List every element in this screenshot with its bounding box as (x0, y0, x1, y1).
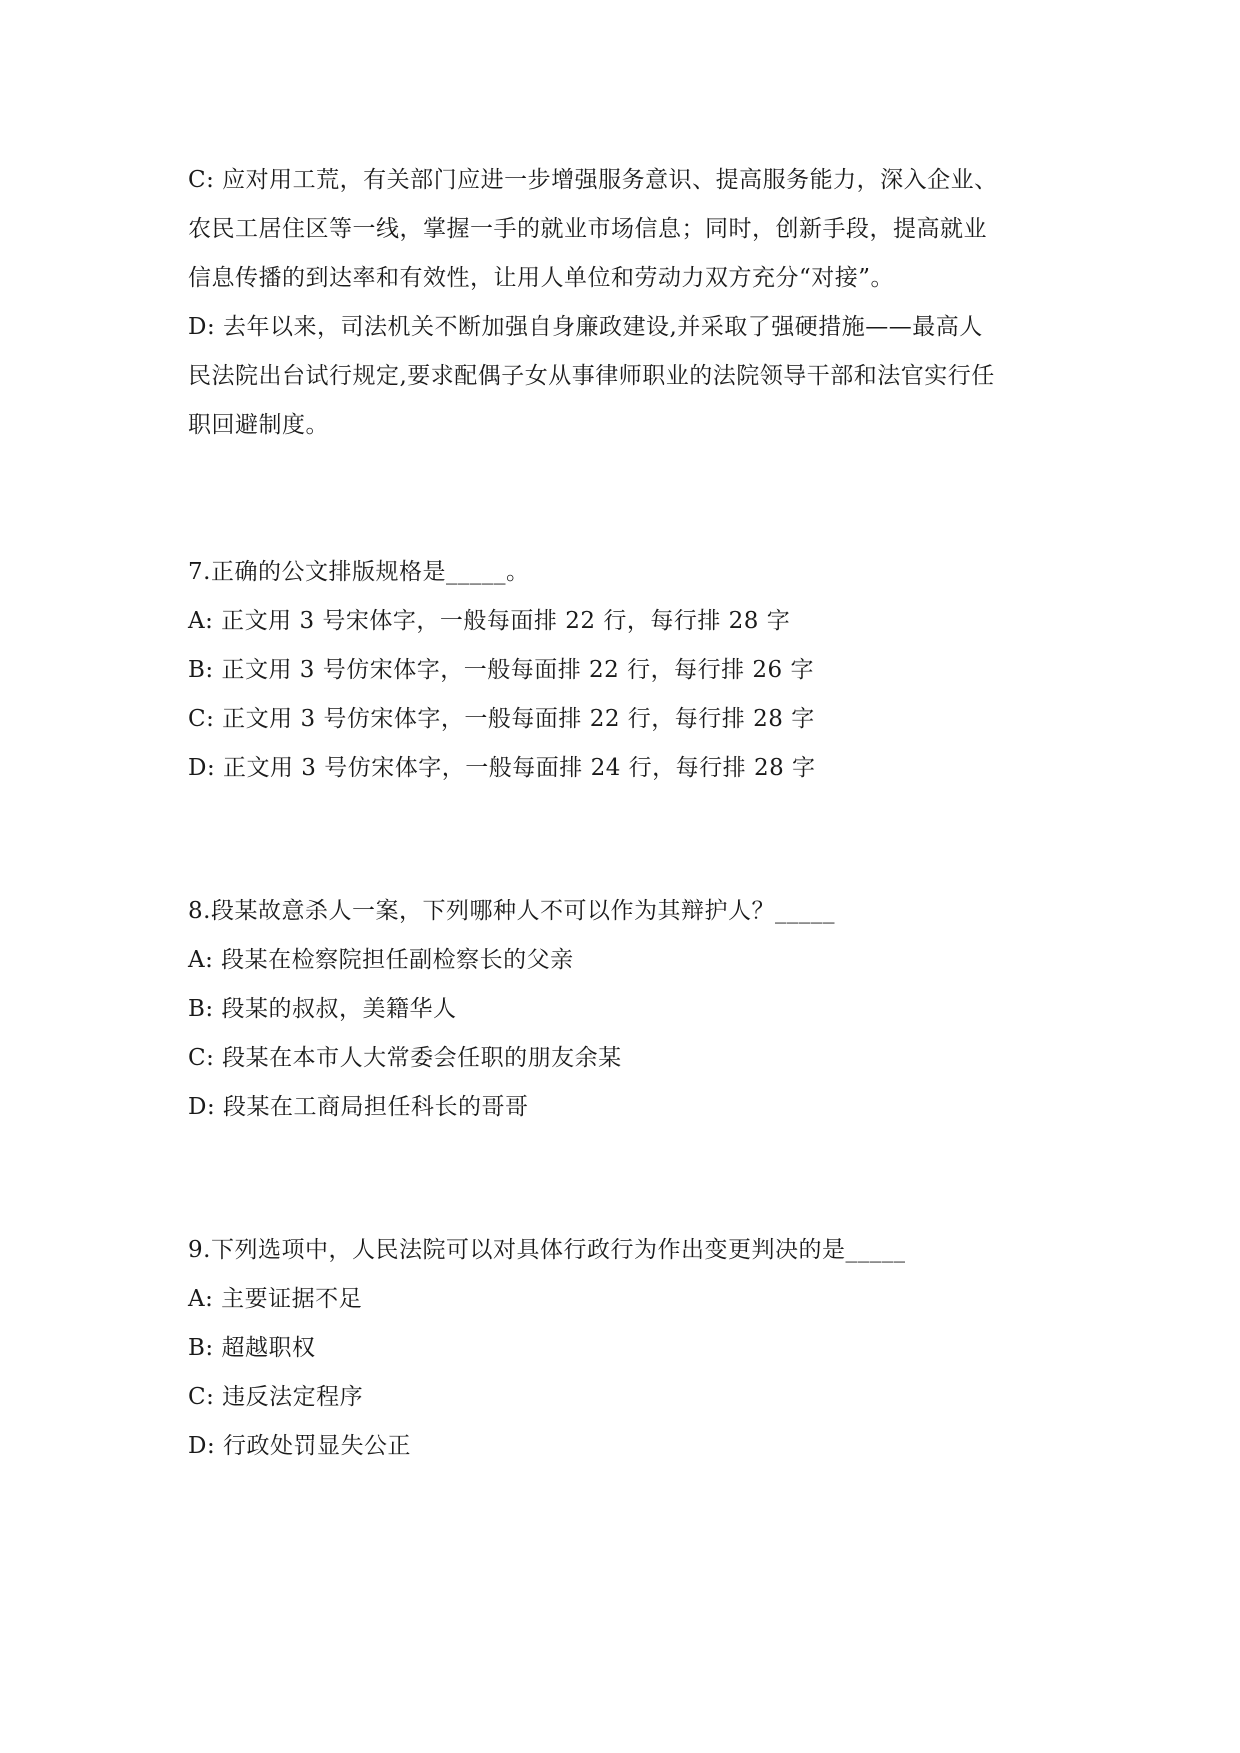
option-b: B: 段某的叔叔，美籍华人 (188, 996, 457, 1022)
question-stem: 8.段某故意杀人一案，下列哪种人不可以作为其辩护人？_____ (188, 898, 835, 924)
option-a: A: 段某在检察院担任副检察长的父亲 (188, 947, 574, 973)
option-d: D: 行政处罚显失公正 (188, 1433, 412, 1459)
question-7 (188, 548, 1068, 793)
option-c: C: 段某在本市人大常委会任职的朋友余某 (188, 1045, 622, 1071)
option-b: B: 正文用 3 号仿宋体字，一般每面排 22 行，每行排 26 字 (188, 657, 814, 683)
question-8 (188, 887, 1068, 1132)
question-stem: 7.正确的公文排版规格是_____。 (188, 559, 530, 585)
option-d-line-1: D: 去年以来，司法机关不断加强自身廉政建设,并采取了强硬措施——最高人 (188, 314, 983, 340)
option-a: A: 主要证据不足 (188, 1286, 363, 1312)
option-c-line-1: C: 应对用工荒，有关部门应进一步增强服务意识、提高服务能力，深入企业、 (188, 167, 998, 193)
option-d-line-3: 职回避制度。 (188, 412, 329, 438)
question-6-continued (188, 156, 1068, 450)
option-d: D: 段某在工商局担任科长的哥哥 (188, 1094, 529, 1120)
option-c: C: 正文用 3 号仿宋体字，一般每面排 22 行，每行排 28 字 (188, 706, 815, 732)
option-d-line-2: 民法院出台试行规定,要求配偶子女从事律师职业的法院领导干部和法官实行任 (188, 363, 995, 389)
option-b: B: 超越职权 (188, 1335, 316, 1361)
page-content (188, 156, 1068, 1471)
question-9 (188, 1226, 1068, 1471)
option-c-line-3: 信息传播的到达率和有效性，让用人单位和劳动力双方充分“对接”。 (188, 265, 895, 291)
option-a: A: 正文用 3 号宋体字，一般每面排 22 行，每行排 28 字 (188, 608, 791, 634)
question-stem: 9.下列选项中，人民法院可以对具体行政行为作出变更判决的是_____ (188, 1237, 906, 1263)
option-c: C: 违反法定程序 (188, 1384, 364, 1410)
option-d: D: 正文用 3 号仿宋体字，一般每面排 24 行，每行排 28 字 (188, 755, 816, 781)
option-c-line-2: 农民工居住区等一线，掌握一手的就业市场信息；同时，创新手段，提高就业 (188, 216, 987, 242)
